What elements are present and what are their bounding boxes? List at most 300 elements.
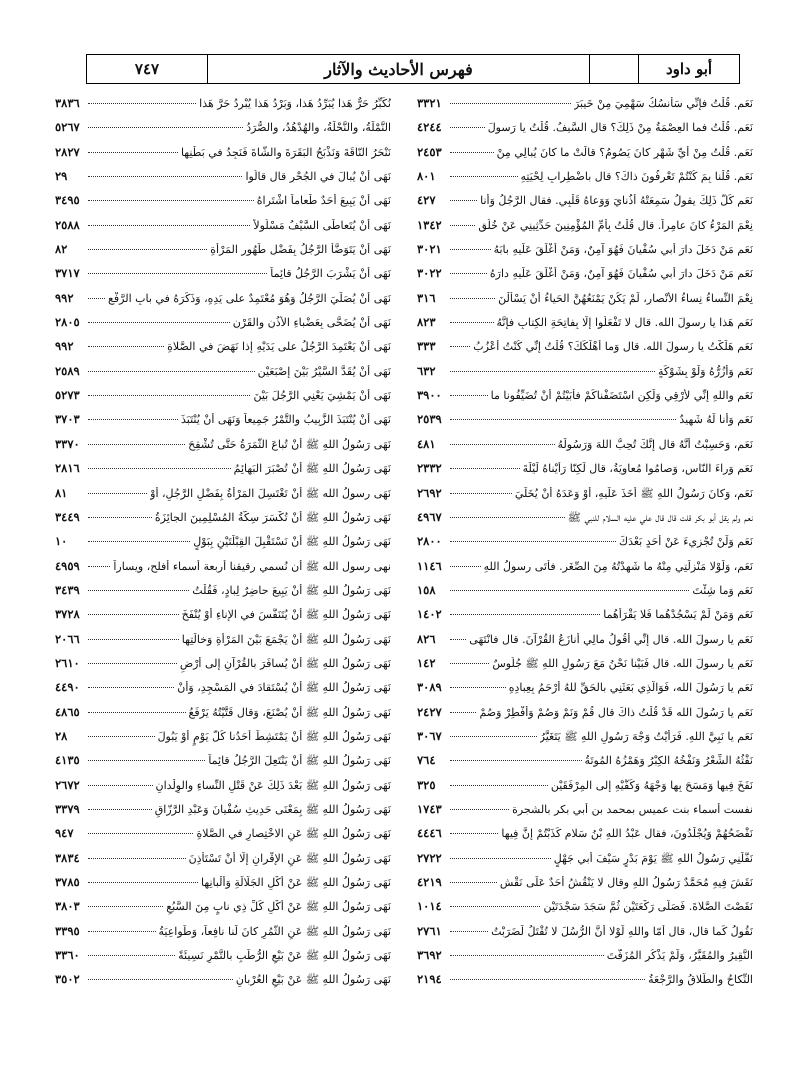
hadith-number: ٢٨٠٠ [417, 534, 442, 549]
hadith-text: نَعَم، وَحَسِبْتُ أَنَّهُ قال إنَّكَ تُحِبُّ اللهَ وَرَسُولَهُ [557, 437, 753, 451]
index-entry [417, 583, 753, 607]
hadith-number: ١٤٢ [417, 655, 436, 670]
hadith-text: نَهَى رسولُ الله ﷺ أَنْ تَغْتَسِلَ المَرْأَةُ بِفَضْلِ الرَّجُلِ، أوْ [150, 486, 391, 500]
index-entry [55, 412, 391, 436]
index-entry [417, 924, 753, 948]
hadith-number: ٣٤٣٩ [55, 582, 80, 597]
hadith-text: نَهَى رَسُولُ اللهِ ﷺ عَنْ بَيْعِ الرُّطَبِ بالتَّمْرِ نَسِيئَةً [178, 949, 391, 963]
hadith-number: ١٠١٤ [417, 899, 442, 914]
index-entry [55, 486, 391, 510]
hadith-number: ٧٦٤ [417, 753, 436, 768]
hadith-number: ٣٨٣٦ [55, 96, 80, 110]
index-entry [417, 778, 753, 802]
hadith-text: نِعْمَ المَرْءُ كانَ عامِراً. قال قُلْتُ بِأُمِّ المُؤْمِنِينَ حَدِّثِينِي عَنْ خُلُقِ [478, 218, 753, 232]
hadith-number: ٤٩٥٩ [55, 558, 80, 573]
hadith-text: نَهَى رَسُولُ اللهِ ﷺ عَنْ أَكْلِ كُلِّ ذِي نابٍ مِنَ السَّبُعِ [166, 900, 391, 914]
hadith-number: ٣٠٦٧ [417, 728, 442, 743]
hadith-text: نِعْمَ النِّساءُ نِساءُ الأَنْصارِ، لَمْ يَكُنْ يَمْنَعُهُنَّ الحَياءُ أَنْ يَسْأَلْنَ [498, 291, 753, 305]
hadith-number: ٣٣٦٠ [55, 948, 80, 963]
hadith-number: ٤٩٦٧ [417, 509, 442, 524]
index-entry [55, 242, 391, 266]
dotted-leader [88, 906, 163, 907]
index-entry [417, 899, 753, 923]
dotted-leader [450, 663, 489, 664]
dotted-leader [88, 687, 174, 688]
index-entry [55, 753, 391, 777]
index-entry [55, 826, 391, 850]
index-entry [55, 656, 391, 680]
hadith-number: ٣٧١٧ [55, 266, 80, 281]
index-entry [55, 607, 391, 631]
hadith-number: ٦٣٢ [417, 363, 436, 378]
hadith-text: نَعَم وَراءَ النّاسِ، وَصامُوا مُعاوِيَةُ، قال لَكِنّا رَأَيْناهُ لَيْلَةَ [522, 462, 753, 476]
hadith-number: ٢٤٢٧ [417, 704, 442, 719]
index-entry [55, 388, 391, 412]
hadith-text: النِّكاحُ والطَّلاقُ والرَّجْعَةُ [648, 973, 753, 987]
dotted-leader [88, 395, 250, 396]
hadith-text: نَعَم كُلُّ ذَلِكَ يقولُ سَمِعَتْهُ أُذُنايَ وَوَعاهُ قَلْبِي. فقال الرَّجُلُ وَأَنا [480, 194, 753, 208]
index-entry [55, 802, 391, 826]
hadith-number: ٢٤٥٣ [417, 144, 442, 159]
index-entry [417, 802, 753, 826]
hadith-text: نَهَى رَسُولُ اللهِ ﷺ عَنْ بَيْعِ العُرْبانِ [235, 973, 391, 987]
index-entry [55, 924, 391, 948]
hadith-text: نَهَى رَسُولُ اللهِ ﷺ عَنْ أَكْلِ الجَلّالَةِ وَأَلْبانِها [201, 876, 391, 889]
hadith-number: ٤٢١٩ [417, 875, 442, 889]
hadith-number: ٨٢٣ [417, 315, 436, 330]
dotted-leader [88, 882, 198, 883]
index-entry [55, 193, 391, 217]
hadith-number: ٣٠٢١ [417, 242, 442, 257]
hadith-text: نَفْضَحُهُمْ وَيُجْلَدُونَ، فقال عَبْدُ اللهِ بْنُ سَلامٍ كَذَبْتُمْ إنَّ فِيها [501, 827, 753, 841]
hadith-text: نَعَم وَأَنا لَهُ شَهِيدٌ [679, 413, 753, 427]
index-entry [55, 559, 391, 583]
hadith-number: ٢٨ [55, 728, 68, 743]
hadith-number: ٤٢٤٤ [417, 120, 442, 135]
index-entry [55, 705, 391, 729]
hadith-number: ٢٦٧٢ [55, 777, 80, 792]
hadith-number: ١١٤٦ [417, 558, 442, 573]
dotted-leader [450, 809, 509, 810]
dotted-leader [450, 298, 495, 299]
dotted-leader [450, 371, 655, 372]
dotted-leader [88, 955, 175, 956]
hadith-text: نَهَى رَسُولُ اللهِ ﷺ أَنْ يُصْنَعَ، وَقال قَتَّيْتُهُ يَرْفَعُ [188, 705, 391, 719]
hadith-number: ٢٨٠٥ [55, 315, 80, 330]
right-column [417, 96, 753, 1071]
index-entry [55, 339, 391, 363]
hadith-number: ٣٣٢١ [417, 96, 442, 110]
hadith-number: ٣٠٨٩ [417, 680, 442, 695]
hadith-number: ١٥٨ [417, 582, 436, 597]
hadith-number: ١٠ [55, 534, 68, 549]
hadith-number: ٣٧٨٥ [55, 875, 80, 889]
index-entry [55, 364, 391, 388]
hadith-number: ٤٤٩٠ [55, 680, 80, 695]
index-entry [417, 826, 753, 850]
hadith-text: النَّقِيرُ والمُقَيَّرُ، وَلَمْ يَذْكُرِ المُزَفَّتَ [606, 949, 753, 963]
index-entry [417, 972, 753, 996]
hadith-text: نَعَم. قُلْتُ فإنِّي سَأَنسُكُ سَهْمِيَ مِنْ خَيبَرَ [573, 97, 753, 110]
left-column [55, 96, 391, 1071]
hadith-text: نَقَشَ فِيهِ مُحَمَّدٌ رَسُولُ اللهِ وقال لا يَنْقُشُ أَحَدٌ عَلَى نَقْشِ [499, 876, 753, 889]
dotted-leader [88, 639, 179, 640]
hadith-text: النَّمْلَةُ، والنَّحْلَةُ، والهُدْهُدُ، والصُّرَدُ [246, 121, 391, 135]
index-entry [417, 486, 753, 510]
index-entry [417, 729, 753, 753]
hadith-text: نَقَصْتَ الصَّلاةَ. فَصَلَّى رَكْعَتَيْنِ ثُمَّ سَجَدَ سَجْدَتَيْنِ [543, 900, 753, 914]
index-entry [417, 120, 753, 144]
index-entry [55, 632, 391, 656]
dotted-leader [450, 882, 497, 883]
hadith-text: نَعَم يا نَبِيَّ اللهِ. فَرَأَيْتُ وَجْهَ رَسُولِ اللهِ ﷺ يَتَغَيَّرُ [539, 729, 753, 743]
dotted-leader [88, 127, 243, 128]
hadith-number: ٣٢٥ [417, 777, 436, 792]
index-entry [417, 412, 753, 436]
index-columns [55, 96, 753, 1071]
index-entry [417, 339, 753, 363]
hadith-number: ١٧٤٣ [417, 801, 442, 816]
index-entry [55, 120, 391, 144]
header-spacer [589, 55, 638, 83]
hadith-text: نَعَم وَما شِئْتَ [692, 583, 753, 597]
index-entry [55, 899, 391, 923]
index-entry [55, 461, 391, 485]
hadith-text: نَعَم، وَكانَ رَسُولُ اللهِ ﷺ أَخَذَ عَلَيهِ، أوْ وَعَدَهُ أَنْ يُخَلِّيَ [514, 486, 753, 500]
index-entry [417, 218, 753, 242]
hadith-number: ٣٣٧٠ [55, 436, 80, 451]
hadith-number: ٣٣٩٥ [55, 923, 80, 938]
hadith-text: نَقُولُ كَما قال، قال أمّا واللهِ لَوْلا أَنَّ الرُّسُلَ لا تُقْتَلُ لَضَرَبْتُ [491, 924, 753, 938]
index-entry [417, 632, 753, 656]
hadith-text: نَهَى رَسُولُ اللهِ ﷺ أَنْ يَنْتَعِلَ الرَّجُلُ قائِماً [208, 754, 391, 768]
hadith-text: نَعَم، وَلَوْلا مَنْزِلَتِي مِنْهُ ما شَهِدْتُهُ مِنَ الصِّغَرِ. فأتَى رسولُ اللهِ [483, 559, 753, 573]
hadith-text: نَعَم يا رَسُولَ الله قَدْ قُلْتُ ذاكَ قال قُمْ وَنَمْ وَصُمْ وَأَفْطِرْ وَصُمْ [479, 705, 753, 719]
index-entry [55, 778, 391, 802]
hadith-text: نَهَى أَنْ يُقَدَّ السَّيْرُ بَيْنَ إصْبَعَيْنِ [257, 364, 391, 378]
index-entry [417, 559, 753, 583]
index-entry [55, 680, 391, 704]
dotted-leader [450, 614, 600, 615]
dotted-leader [88, 541, 190, 542]
hadith-number: ٢٨١٦ [55, 461, 80, 476]
hadith-text: نَعَم. قُلْتُ مِنْ أَيِّ شَهْرٍ كانَ يَصُومُ؟ قالَتْ ما كانَ يُبالِي مِنْ [496, 145, 753, 159]
hadith-number: ٢٦٩٢ [417, 485, 442, 500]
hadith-text: نَهَى رَسُولُ اللهِ ﷺ أَنْ يُتَنَفَّسَ في الإناءِ أوْ يُنْفَخَ [181, 608, 391, 622]
dotted-leader [450, 858, 551, 859]
index-entry [417, 169, 753, 193]
index-entry [417, 656, 753, 680]
index-entry [417, 437, 753, 461]
index-entry [55, 437, 391, 461]
dotted-leader [450, 931, 488, 932]
hadith-text: نَفْثُهُ الشِّعْرُ وَنَفْخُهُ الكِبْرُ وَهَمْزُهُ المُوتَةُ [584, 754, 753, 768]
dotted-leader [88, 176, 242, 177]
hadith-text: نَهَى أَنْ يَبِيعَ أَحَدٌ طَعاماً اشْتَراهُ [256, 194, 391, 208]
hadith-text: نَهَى رَسُولُ اللهِ ﷺ أَنْ يَجْمَعَ بَيْنَ المَرْأَةِ وَخالَتِها [181, 632, 391, 646]
index-entry [417, 510, 753, 534]
dotted-leader [450, 200, 477, 201]
dotted-leader [88, 566, 110, 567]
hadith-text: نَعَم مَنْ دَخَلَ دارَ أبي سُفْيانَ فَهُوَ آمِنٌ، وَمَنْ أَغْلَقَ عَلَيهِ بابَهُ [493, 243, 753, 257]
dotted-leader [450, 517, 565, 518]
hadith-number: ٤١٣٥ [55, 753, 80, 768]
hadith-number: ٣٠٢٢ [417, 266, 442, 281]
hadith-text: نَهَى أَنْ يُضَحَّى بِعَضْباءِ الأُذُنِ والقَرْنِ [232, 316, 391, 330]
hadith-text: نَهَى أَنْ يَعْتَمِدَ الرَّجُلُ على يَدَيْهِ إذا نَهَضَ في الصَّلاةِ [167, 340, 391, 354]
hadith-number: ٢٥٨٩ [55, 363, 80, 378]
dotted-leader [450, 979, 645, 980]
hadith-text: نَعَم يا رَسُولَ الله، فَوَالَّذِي بَعَثَنِي بالحَقِّ للهُ أَرْحَمُ بِعِبادِهِ [508, 681, 753, 695]
dotted-leader [450, 273, 487, 274]
dotted-leader [450, 249, 491, 250]
hadith-number: ٨١ [55, 485, 68, 500]
hadith-number: ٣٧٢٨ [55, 607, 80, 622]
hadith-text: نَعَم وَأَزُرُّهُ وَلَوْ بِشَوْكَةٍ [658, 364, 753, 378]
dotted-leader [88, 444, 185, 445]
hadith-text: نَفَخَ فِيها وَمَسَحَ بِها وَجْهَهُ وَكَفَّيْهِ إلى المِرْفَقَيْنِ [550, 778, 753, 792]
index-entry [55, 169, 391, 193]
hadith-text: نَهَى رَسُولُ اللهِ ﷺ أَنْ تُباعَ الثَّمَرَةُ حَتَّى تُشْقِحَ [188, 437, 391, 451]
hadith-number: ٩٩٢ [55, 290, 74, 305]
dotted-leader [450, 712, 476, 713]
dotted-leader [88, 858, 186, 859]
index-entry [55, 583, 391, 607]
hadith-number: ٣٨٠٣ [55, 899, 80, 914]
hadith-text: نَعَم وَمَنْ لَمْ يَسْجُدْهُما فَلا يَقْرَأْهُما [603, 608, 753, 622]
hadith-text: نَهَى رَسُولُ اللهِ ﷺ أَنْ تُصْبَرَ البَهائِمُ [233, 462, 391, 476]
hadith-text: نَهَى رَسُولُ اللهِ ﷺ أَنْ تُكْسَرَ سِكَّةُ المُسْلِمِينَ الجائِزَةُ [154, 510, 391, 524]
index-entry [417, 607, 753, 631]
hadith-number: ٢٩ [55, 169, 68, 184]
hadith-text: نَعَم واللهِ إنِّي لأَرْقِي وَلَكِنِ اسْتَضَفْناكُمْ فأَبَيْتُمْ أَنْ تُضَيِّفُونا ما [490, 389, 753, 403]
dotted-leader [450, 736, 537, 737]
dotted-leader [450, 225, 475, 226]
hadith-number: ٤٨٦٥ [55, 704, 80, 719]
dotted-leader [88, 468, 231, 469]
index-entry [417, 461, 753, 485]
hadith-text: نَهَى أَنْ يَمْشِيَ يَعْنِي الرَّجُلَ بَيْنَ [253, 389, 391, 403]
hadith-number: ٣٩٠٠ [417, 388, 442, 403]
hadith-text: نَهَى أَنْ يَشْرَبَ الرَّجُلُ قائِماً [270, 267, 391, 281]
dotted-leader [450, 906, 540, 907]
hadith-text: نَعَم. قُلْتُ فما العِصْمَةُ مِنْ ذَلِكَ؟ قال السَّيفُ. قُلْتُ يا رَسولَ [487, 121, 753, 135]
dotted-leader [88, 979, 233, 980]
dotted-leader [88, 590, 189, 591]
index-entry [417, 315, 753, 339]
index-entry [55, 218, 391, 242]
dotted-leader [88, 152, 178, 153]
hadith-text: نفست أسماء بنت عميس بمحمد بن أبي بكر بالشجرة [512, 802, 753, 816]
hadith-number: ٣٣٧٩ [55, 801, 80, 816]
hadith-number: ٣٥٠٢ [55, 972, 80, 987]
dotted-leader [450, 127, 485, 128]
dotted-leader [450, 322, 494, 323]
hadith-number: ٢٥٣٩ [417, 412, 442, 427]
hadith-text: نَهَى رَسُولُ اللهِ ﷺ أَنْ يَمْتَشِطَ أَحَدُنا كُلَّ يَوْمٍ أوْ يَبُولَ [157, 729, 391, 743]
hadith-number: ٥٢٧٣ [55, 388, 80, 403]
hadith-number: ٢٥٨٨ [55, 217, 80, 232]
index-entry [55, 875, 391, 899]
hadith-number: ٣٧٠٣ [55, 412, 80, 427]
hadith-number: ١٤٠٢ [417, 607, 442, 622]
hadith-number: ٤٢٧ [417, 193, 436, 208]
book-author: أبو داود [638, 55, 739, 83]
index-entry [417, 851, 753, 875]
dotted-leader [450, 346, 470, 347]
hadith-text: نَعَم يا رسولَ الله. قال فَبَيْنا نَحْنُ مَعَ رَسُولِ اللهِ ﷺ جُلُوسٌ [492, 656, 753, 670]
index-entry [417, 753, 753, 777]
hadith-text: نَهَى أَنْ يَتَوَضَّأَ الرَّجُلُ بِفَضْلِ طَهُورِ المَرْأَةِ [210, 243, 391, 257]
index-entry [417, 291, 753, 315]
hadith-text: نعم ولم يقل أبو بكر قلت قال قال علي عليه السلام للنبي ﷺ [567, 510, 753, 524]
dotted-leader [450, 419, 676, 420]
hadith-number: ١٣٤٢ [417, 217, 442, 232]
dotted-leader [450, 395, 488, 396]
index-entry [55, 510, 391, 534]
index-entry [55, 534, 391, 558]
hadith-text: نَهَى رَسُولُ اللهِ ﷺ أَنْ يُسافَرَ بالقُرْآنِ إلى أَرْضِ [179, 656, 391, 670]
hadith-text: نُكَبِّرُ حَرٌّ هَذا يُبَرِّدُ هَذا، وَبَرْدُ هَذا يُبْرِدُ حَرَّ هَذا [199, 97, 391, 110]
dotted-leader [450, 444, 555, 445]
dotted-leader [88, 493, 147, 494]
hadith-text: نَهَى رَسُولُ اللهِ ﷺ أَنْ نَسْتَقْبِلَ القِبْلَتَيْنِ بِبَوْلٍ [193, 535, 391, 549]
dotted-leader [88, 200, 254, 201]
dotted-leader [450, 468, 520, 469]
dotted-leader [450, 152, 494, 153]
hadith-text: نهى رسول الله ﷺ أن نُسمي رقيقنا أربعة أسماء أفلح، ويساراً [113, 559, 391, 573]
hadith-text: نَهَى رَسُولُ اللهِ ﷺ أَنْ يُسْتَقادَ في المَسْجِدِ، وَأَنْ [177, 681, 391, 695]
index-entry [55, 145, 391, 169]
hadith-number: ٤٤٤٦ [417, 826, 442, 841]
hadith-text: نَعَم هَذا يا رسولَ الله. قال لا تَفْعَلُوا إلّا بِفاتِحَةِ الكِتابِ فإنَّهُ [496, 316, 753, 330]
hadith-text: نَهَى أَنْ يُصَلِّيَ الرَّجُلُ وَهُوَ مُعْتَمِدٌ على يَدِهِ، وَذَكَرَهُ في بابِ الرَّفْعِ [108, 291, 391, 305]
hadith-text: نَهَى أَنْ يُتَعاطَى السَّيْفُ مَسْلُولاً [253, 218, 391, 232]
hadith-number: ٣٨٣٤ [55, 850, 80, 865]
dotted-leader [88, 517, 152, 518]
index-entry [417, 193, 753, 217]
dotted-leader [88, 273, 267, 274]
dotted-leader [88, 809, 152, 810]
index-entry [55, 729, 391, 753]
dotted-leader [88, 346, 164, 347]
hadith-number: ٣٣٣ [417, 339, 436, 354]
hadith-number: ٩٩٢ [55, 339, 74, 354]
hadith-number: ٢٠٦٦ [55, 631, 80, 646]
dotted-leader [88, 760, 205, 761]
hadith-number: ٨٠١ [417, 169, 436, 184]
index-entry [417, 705, 753, 729]
dotted-leader [88, 298, 105, 299]
hadith-text: نَعَم وَلَنْ تُجْزِيءَ عَنْ أَحَدٍ بَعْدَكَ [619, 535, 753, 549]
dotted-leader [450, 833, 498, 834]
hadith-text: نَهَى رَسُولُ اللهِ ﷺ عَنِ الثُّمُرِ كانَ لَنا نافِعاً، وَطَواعِيَةُ [158, 924, 391, 938]
page-header [86, 54, 740, 84]
index-title: فهرس الأحاديث والآثار [207, 55, 589, 83]
dotted-leader [88, 663, 177, 664]
dotted-leader [88, 931, 156, 932]
page-number: ٧٤٧ [134, 60, 160, 78]
hadith-text: نَعَم. قُلْنا بِمَ كُنْتُمْ تَعْرِفُونَ ذاكَ؟ قال باضْطِرابِ لِحْيَتِهِ [520, 170, 753, 184]
dotted-leader [88, 371, 255, 372]
index-entry [417, 266, 753, 290]
hadith-text: نَهَى رَسُولُ اللهِ ﷺ بِمَعْنَى حَدِيثِ سُفْيانَ وَعَبْدِ الرَّزّاقِ [154, 802, 391, 816]
dotted-leader [450, 687, 506, 688]
dotted-leader [88, 103, 196, 104]
index-entry [55, 96, 391, 120]
dotted-leader [88, 614, 179, 615]
hadith-number: ٨٢٦ [417, 631, 436, 646]
index-entry [55, 266, 391, 290]
hadith-text: نَهَى رَسُولُ اللهِ ﷺ أَنْ يَبِيعَ حاضِرٌ لِبادٍ، فَقُلْتُ [192, 583, 391, 597]
hadith-number: ٢٧٢٢ [417, 850, 442, 865]
dotted-leader [450, 541, 616, 542]
dotted-leader [450, 760, 582, 761]
index-entry [417, 875, 753, 899]
index-entry [417, 364, 753, 388]
hadith-number: ٢٧٦١ [417, 923, 442, 938]
dotted-leader [450, 566, 481, 567]
index-entry [417, 534, 753, 558]
index-entry [417, 388, 753, 412]
hadith-text: نَهَى رَسُولُ اللهِ ﷺ بَعْدَ ذَلِكَ عَنْ قَتْلِ النِّساءِ والوِلْدانِ [155, 778, 391, 792]
dotted-leader [88, 225, 250, 226]
dotted-leader [88, 322, 230, 323]
hadith-text: نَعَم هَلَكْتُ يا رسولَ الله. قال وَما أَهْلَكَكَ؟ قُلْتُ إنِّي كُنْتُ أَعْزُبُ [473, 340, 753, 354]
dotted-leader [88, 785, 153, 786]
hadith-number: ٢٨٢٧ [55, 144, 80, 159]
index-entry [417, 242, 753, 266]
hadith-text: نَهَى رَسُولُ اللهِ ﷺ عَنِ الاخْتِصارِ في الصَّلاةِ [196, 827, 391, 841]
dotted-leader [450, 955, 604, 956]
hadith-text: نَعَم يا رسولَ الله. قال إنِّي أَقُولُ مالِي أُنازَعُ القُرْآنَ. قال فانْتَهَى [469, 632, 753, 646]
dotted-leader [450, 639, 466, 640]
hadith-text: نَهَى أَنْ يُنْتَبَذَ الزَّبِيبُ والتَّمْرُ جَمِيعاً وَنَهَى أَنْ يُنْتَبَذَ [180, 413, 391, 427]
hadith-text: نَفَّلَنِي رَسُولُ اللهِ ﷺ يَوْمَ بَدْرٍ سَيْفَ أبي جَهْلٍ [553, 851, 753, 865]
dotted-leader [450, 103, 571, 104]
index-entry [55, 315, 391, 339]
hadith-number: ٢١٩٤ [417, 972, 442, 987]
hadith-number: ٢٣٣٢ [417, 461, 442, 476]
index-entry [55, 851, 391, 875]
index-entry [55, 948, 391, 972]
hadith-text: نَهَى رَسُولُ اللهِ ﷺ عَنِ الإقْرانِ إلّا أَنْ تَسْتَأْذِنَ [188, 851, 391, 865]
hadith-number: ٣٦٩٢ [417, 948, 442, 963]
hadith-text: نَعَم مَنْ دَخَلَ دارَ أبي سُفْيانَ فَهُوَ آمِنٌ، وَمَنْ أَغْلَقَ عَلَيهِ دارَهُ [489, 267, 753, 281]
dotted-leader [88, 833, 193, 834]
index-entry [55, 972, 391, 996]
dotted-leader [450, 590, 689, 591]
dotted-leader [450, 176, 518, 177]
hadith-number: ٣١٦ [417, 290, 436, 305]
index-entry [55, 291, 391, 315]
hadith-text: نَنْحَرُ النّاقَةَ وَنَذْبَحُ البَقَرَةَ والشّاةَ فَنَجِدُ في بَطْنِها [180, 145, 391, 159]
index-entry [417, 680, 753, 704]
index-entry [417, 145, 753, 169]
dotted-leader [88, 419, 178, 420]
hadith-number: ٩٤٧ [55, 826, 74, 841]
dotted-leader [88, 712, 186, 713]
hadith-text: نَهَى أَنْ يُبالَ في الجُحْرِ قال قالُوا [245, 170, 391, 184]
index-entry [417, 948, 753, 972]
hadith-number: ٣٤٩٥ [55, 193, 80, 208]
hadith-number: ٣٤٤٩ [55, 509, 80, 524]
dotted-leader [450, 493, 512, 494]
hadith-number: ٢٦١٠ [55, 655, 80, 670]
dotted-leader [88, 249, 207, 250]
dotted-leader [88, 736, 155, 737]
dotted-leader [450, 785, 548, 786]
